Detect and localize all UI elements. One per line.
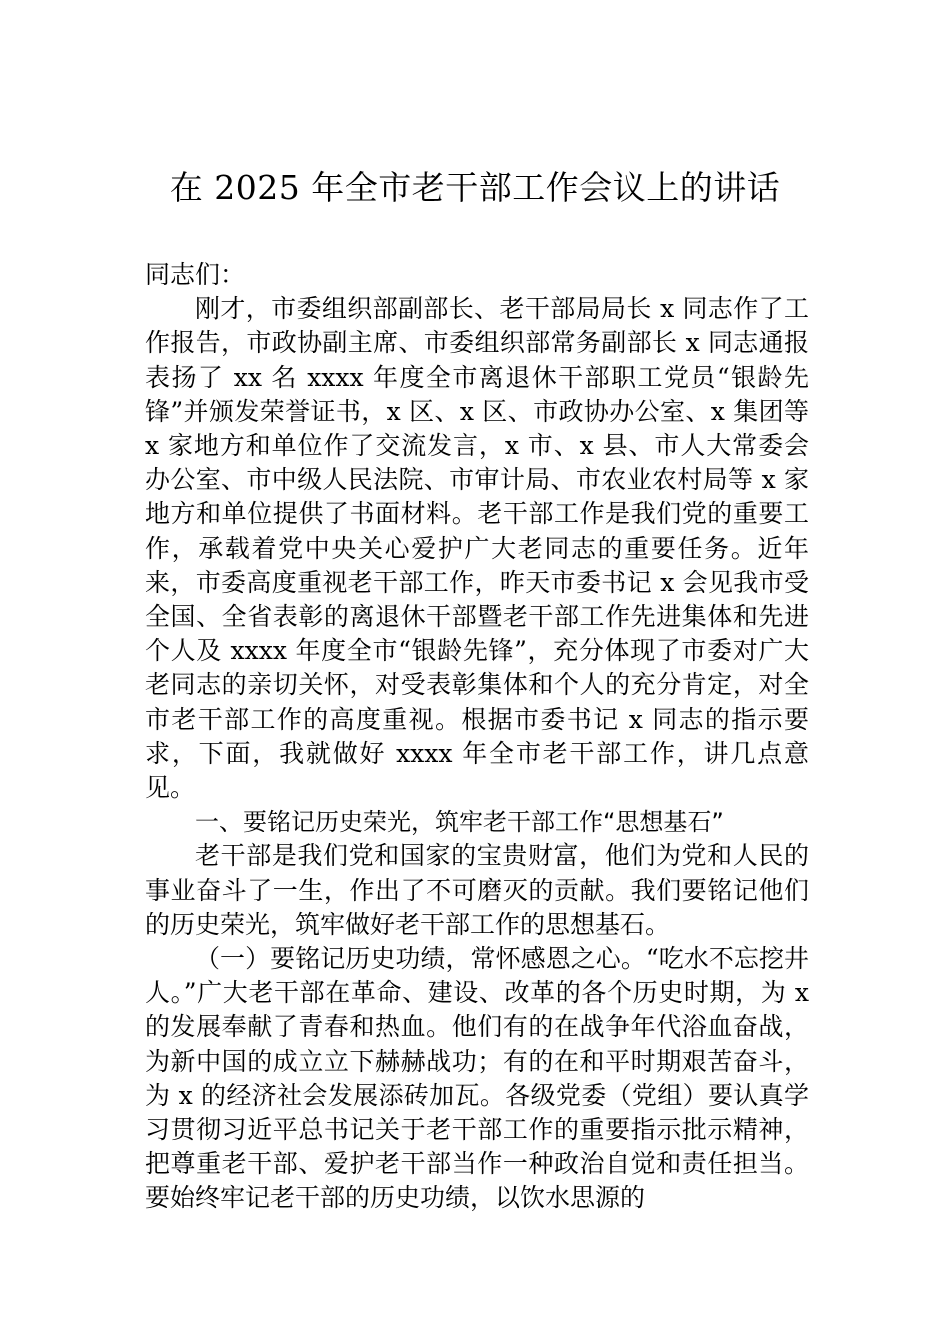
document-title: 在 2025 年全市老干部工作会议上的讲话: [169, 168, 781, 207]
subsection-lead-1: （一）要铭记历史功绩，常怀感恩之心。: [195, 944, 646, 974]
intro-paragraph: 刚才，市委组织部副部长、老干部局局长 x 同志作了工作报告，市政协副主席、市委组织部常务副部长 x 同志通报表扬了 xx 名 xxxx 年度全市离退休干部职工党员“银龄先锋”并颁发荣誉证书，x 区、x 区、市政协办公室、x 集团等 x 家地方和单位作了交流发言，x 市、x 县、市人大常委会办公室、市中级人民法院、市审计局、市农业农村局等 x 家地方和单位提供了书面材料。老干部工作是我们党的重要工作，承载着党中央关心爱护广大老同志的重要任务。近年来，市委高度重视老干部工作，昨天市委书记 x 会见我市受全国、全省表彰的离退休干部暨老干部工作先进集体和先进个人及 xxxx 年度全市“银龄先锋”，充分体现了市委对广大老同志的亲切关怀，对受表彰集体和个人的充分肯定，对全市老干部工作的高度重视。根据市委书记 x 同志的指示要求，下面，我就做好 xxxx 年全市老干部工作，讲几点意见。: [145, 294, 809, 803]
salutation: 同志们：: [145, 260, 246, 289]
section-paragraph-1: 老干部是我们党和国家的宝贵财富，他们为党和人民的事业奋斗了一生，作出了不可磨灭的贡献。我们要铭记他们的历史荣光，筑牢做好老干部工作的思想基石。: [145, 841, 809, 939]
document-body: [145, 258, 809, 1216]
section-heading-1: 一、要铭记历史荣光，筑牢老干部工作“思想基石”: [195, 808, 724, 837]
subsection-paragraph-1: [145, 942, 809, 1216]
subsection-text-1: “吃水不忘挖井人。”广大老干部在革命、建设、改革的各个历史时期，为 x 的发展奉献了青春和热血。他们有的在战争年代浴血奋战，为新中国的成立立下赫赫战功；有的在和平时期艰苦奋斗，为 x 的经济社会发展添砖加瓦。各级党委（党组）要认真学习贯彻习近平总书记关于老干部工作的重要指示批示精神，把尊重老干部、爱护老干部当作一种政治自觉和责任担当。要始终牢记老干部的历史功绩，以饮水思源的: [145, 944, 809, 1213]
